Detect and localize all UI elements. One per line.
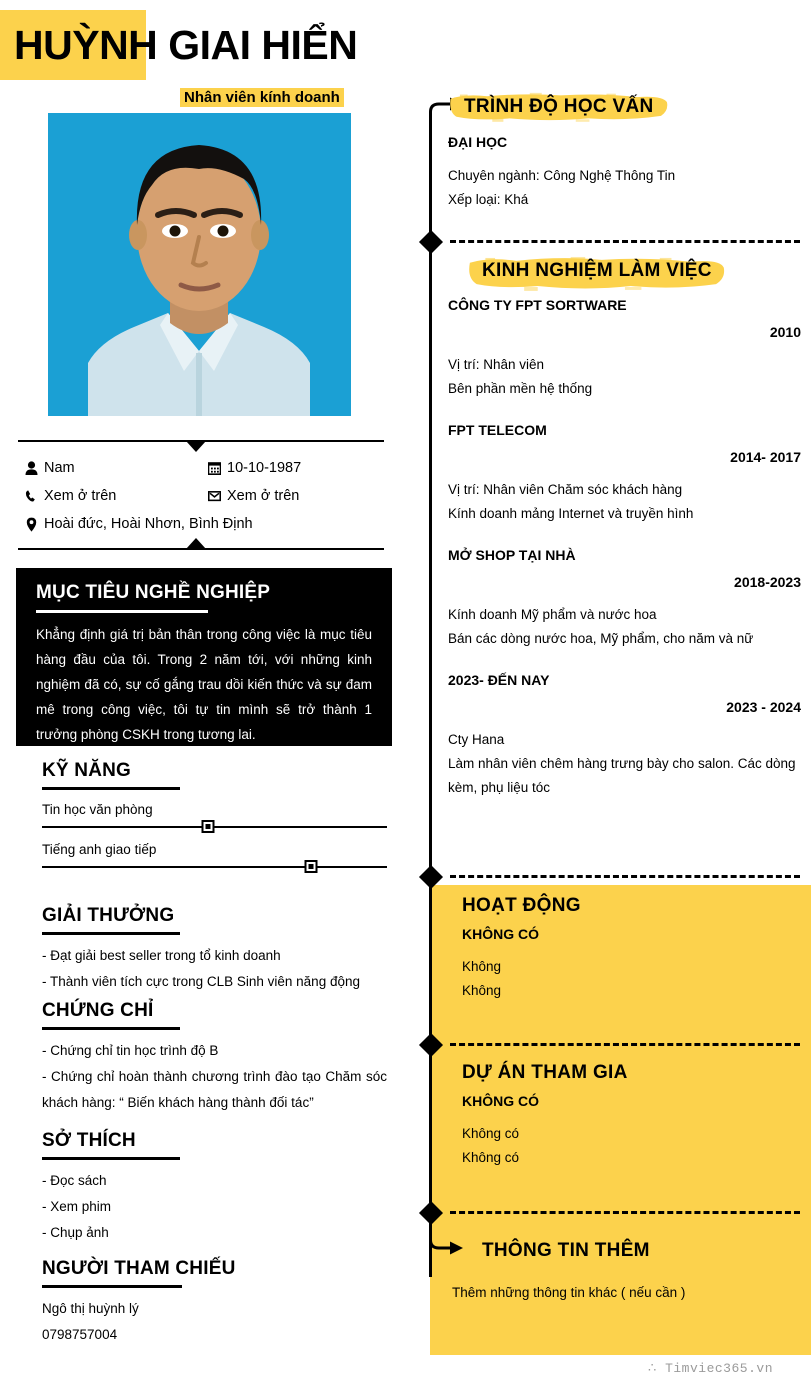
job-line: Vị trí: Nhân viên Chăm sóc khách hàng (448, 482, 683, 497)
projects-heading: DỰ ÁN THAM GIA (462, 1062, 628, 1083)
references-section (42, 1258, 387, 1348)
contact-birthday (201, 460, 384, 476)
section-divider (450, 1043, 800, 1046)
experience-heading-wrap (466, 256, 728, 287)
reference-name: Ngô thị huỳnh lý (42, 1301, 139, 1316)
location-pin-icon (18, 517, 44, 532)
skills-heading: KỸ NĂNG (42, 760, 132, 781)
projects-line: Không có (462, 1150, 520, 1165)
awards-heading: GIẢI THƯỞNG (42, 905, 175, 926)
job-company: CÔNG TY FPT SORTWARE (448, 297, 627, 313)
contact-gender (18, 460, 201, 476)
job-line: Kính doanh Mỹ phẩm và nước hoa (448, 607, 657, 622)
skill-item (42, 802, 387, 834)
footer (0, 1360, 811, 1383)
section-divider (450, 240, 800, 243)
references-underline (42, 1285, 182, 1288)
job-line: Bán các dòng nước hoa, Mỹ phẩm, cho năm và nữ (448, 631, 754, 646)
certificates-item: - Chứng chỉ hoàn thành chương trình đào tạo Chăm sóc khách hàng: “ Biến khách hàng thành đối tác” (42, 1069, 387, 1110)
education-section (448, 92, 808, 212)
job-date: 2010 (769, 324, 801, 340)
experience-heading: KINH NGHIỆM LÀM VIỆC (482, 260, 712, 281)
hobbies-item: - Chụp ảnh (42, 1225, 109, 1240)
watermark: ∴ Timviec365.vn (648, 1361, 773, 1376)
job-line: Bên phần mền hệ thống (448, 381, 593, 396)
skills-underline (42, 787, 180, 790)
education-level: ĐẠI HỌC (448, 134, 508, 150)
education-heading-wrap (448, 92, 670, 123)
reference-phone: 0798757004 (42, 1327, 118, 1342)
right-column (430, 0, 811, 1383)
skill-label: Tin học văn phòng (42, 802, 153, 817)
additional-heading: THÔNG TIN THÊM (482, 1240, 650, 1261)
job-company: FPT TELECOM (448, 422, 547, 438)
career-objective-block (16, 568, 392, 746)
hobbies-section (42, 1130, 387, 1246)
education-line: Xếp loại: Khá (448, 192, 529, 207)
experience-job (448, 672, 801, 800)
job-company: MỞ SHOP TẠI NHÀ (448, 547, 576, 563)
education-line: Chuyên ngành: Công Nghệ Thông Tin (448, 168, 676, 183)
skill-label: Tiếng anh giao tiếp (42, 842, 157, 857)
job-line: Kính doanh mảng Internet và truyền hình (448, 506, 694, 521)
job-company: 2023- ĐẾN NAY (448, 672, 550, 688)
calendar-icon (201, 461, 227, 475)
skill-slider[interactable] (42, 820, 387, 834)
experience-job (448, 547, 801, 651)
skill-item (42, 842, 387, 874)
certificates-item: - Chứng chỉ tin học trình độ B (42, 1043, 219, 1058)
contact-address (18, 510, 384, 538)
hobbies-item: - Đọc sách (42, 1173, 107, 1188)
envelope-icon (201, 489, 227, 503)
phone-icon (18, 489, 44, 503)
activities-heading: HOẠT ĐỘNG (462, 895, 581, 916)
contact-rows (18, 442, 384, 548)
hobbies-heading: SỞ THÍCH (42, 1130, 136, 1151)
phone-value: Xem ở trên (44, 488, 117, 504)
section-divider (450, 875, 800, 878)
experience-job (448, 297, 801, 401)
contact-row (18, 454, 384, 482)
job-date: 2018-2023 (734, 574, 801, 590)
job-line: Cty Hana (448, 732, 505, 747)
awards-item: - Thành viên tích cực trong CLB Sinh viên năng động (42, 974, 360, 989)
last-name: GIAI HIỂN (157, 22, 358, 68)
hobbies-item: - Xem phim (42, 1199, 112, 1214)
job-title: Nhân viên kính doanh (180, 88, 344, 107)
activities-subheading: KHÔNG CÓ (462, 926, 539, 942)
hobbies-underline (42, 1157, 180, 1160)
certificates-section (42, 1000, 387, 1116)
job-line: Làm nhân viên chêm hàng trưng bày cho salon. Các dòng kèm, phụ liệu tóc (448, 756, 796, 795)
objective-heading: MỤC TIÊU NGHỀ NGHIỆP (36, 582, 271, 603)
birthday-value: 10-10-1987 (227, 460, 302, 476)
skill-slider-track (42, 826, 387, 828)
projects-subheading: KHÔNG CÓ (462, 1093, 539, 1109)
experience-section (448, 256, 808, 800)
skills-section (42, 760, 387, 882)
section-divider (450, 1211, 800, 1214)
address-value: Hoài đức, Hoài Nhơn, Bình Định (44, 516, 253, 532)
activities-section (462, 895, 811, 1003)
first-name: HUỲNH (14, 22, 158, 68)
awards-section (42, 905, 387, 995)
skill-slider-track (42, 866, 387, 868)
certificates-underline (42, 1027, 180, 1030)
additional-info-section (452, 1240, 811, 1305)
gender-value: Nam (44, 460, 75, 476)
activities-line: Không (462, 983, 502, 998)
awards-item: - Đạt giải best seller trong tổ kinh doanh (42, 948, 281, 963)
contact-block (18, 440, 384, 550)
skill-slider[interactable] (42, 860, 387, 874)
job-date: 2023 - 2024 (726, 699, 801, 715)
person-icon (18, 461, 44, 475)
job-line: Vị trí: Nhân viên (448, 357, 545, 372)
references-heading: NGƯỜI THAM CHIẾU (42, 1258, 236, 1279)
skill-slider-knob[interactable] (305, 860, 318, 873)
education-heading: TRÌNH ĐỘ HỌC VẤN (464, 96, 654, 117)
awards-underline (42, 932, 180, 935)
experience-job (448, 422, 801, 526)
email-value: Xem ở trên (227, 488, 300, 504)
skill-slider-knob[interactable] (201, 820, 214, 833)
activities-line: Không (462, 959, 502, 974)
profile-photo (48, 113, 351, 416)
certificates-heading: CHỨNG CHỈ (42, 1000, 154, 1021)
objective-underline (36, 610, 208, 613)
objective-text: Khẳng định giá trị bản thân trong công việc là mục tiêu hàng đầu của tôi. Trong 2 năm tới, với những kinh nghiệm đã có, sự cố gắng trau dồi kiến thức và sự đam mê trong công việc, tôi tự tin mình sẽ trở thành 1 trưởng phòng CSKH trong tương lai. (36, 627, 372, 742)
contact-phone (18, 488, 201, 504)
projects-section (462, 1062, 811, 1170)
triangle-up-marker (186, 538, 206, 549)
additional-line: Thêm những thông tin khác ( nếu cần ) (452, 1285, 686, 1300)
contact-row (18, 482, 384, 510)
contact-email (201, 488, 384, 504)
job-date: 2014- 2017 (730, 449, 801, 465)
projects-line: Không có (462, 1126, 520, 1141)
